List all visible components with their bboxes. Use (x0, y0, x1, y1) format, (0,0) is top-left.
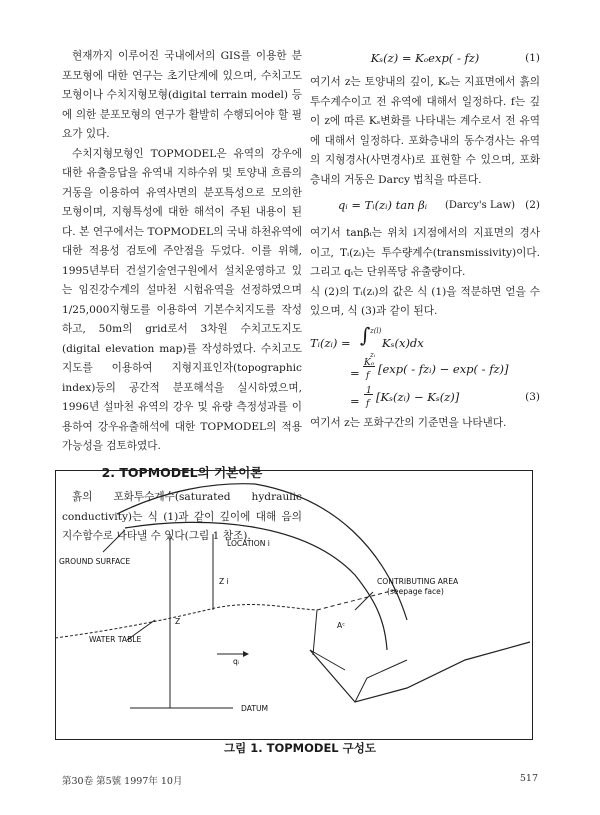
equation-1 (310, 49, 540, 73)
fraction-c-num: 1 (366, 385, 372, 396)
water-table-line (55, 605, 317, 638)
figure-topmodel-diagram (55, 470, 533, 740)
integral-sign: ∫ (360, 322, 371, 347)
equation-3-number: (3) (525, 390, 540, 403)
integral-lower: zᵢ (370, 350, 376, 359)
channel-banks (310, 650, 407, 702)
contributing-area-edge (313, 610, 317, 655)
stream-channel (310, 642, 530, 702)
label-zi: Z i (219, 577, 229, 586)
label-ground-surface: GROUND SURFACE (59, 557, 131, 566)
equation-2-number: (2) (525, 199, 540, 211)
label-location: LOCATION i (227, 539, 270, 548)
left-paragraph-3: 흙의 포화투수계수(saturated hydraulic conductivity)는 식 (1)과 같이 깊이에 대해 음의 지수함수로 나타낼 수 있다(그림 1 참조). (62, 491, 302, 542)
figure-caption: 그림 1. TOPMODEL 구성도 (224, 741, 376, 755)
right-paragraph-2: 여기서 tanβᵢ는 위치 i지점에서의 지표면의 경사이고, Tᵢ(zᵢ)는 투수량계수(transmissivity)이다. 그리고 qᵢ는 단위폭당 유출량이다. (310, 227, 540, 278)
page-number: 517 (519, 773, 538, 784)
equation-3a-lhs: Tᵢ(zᵢ) = (310, 335, 351, 350)
right-paragraph-3: 식 (2)의 Tᵢ(zᵢ)의 값은 식 (1)을 적분하면 얻을 수 있으며, 식 (3)과 같이 된다. (310, 285, 540, 317)
left-paragraph-2: 수치지형모형인 TOPMODEL은 유역의 강우에 대한 유출응답을 유역내 지하수위 및 토양내 흐름의 거동을 이용하여 유역사면의 분포특성으로 모의한 모형이며, 지형특성에 대한 해석이 주된 내용이 된다. 본 연구에서는 TOPMODEL의 국내 하천유역에 대한 적용성 검토에 주안점을 두었다. 이를 위해, 1995년부터 건설기술연구원에서 설치운영하고 있는 임진강수계의 설마천 시험유역을 선정하였으며 1/25,000지형도를 이용하여 기본수치지도를 작성하고, 50m의 grid로서 3차원 수치고도지도(digital elevation map)를 작성하였다. 수치고도지도를 이용하여 지형지표인자(topographic index)등의 공간적 분포해석을 실시하였으며, 1996년 설마천 유역의 강우 및 유량 측정성과를 이용하여 강우유출해석에 대한 TOPMODEL의 적용가능성을 검토하였다. (62, 147, 302, 452)
equation-1-number: (1) (525, 52, 540, 64)
footer-issue: 第30卷 第5號 1997年 10月 (62, 776, 183, 787)
left-paragraph-1: 현재까지 이루어진 국내에서의 GIS를 이용한 분포모형에 대한 연구는 초기단계에 있으며, 수치고도모형이나 수치지형모형(digital terrain model) 등에 의한 분포모형의 연구가 활발히 수행되어야 할 필요가 있다. (62, 50, 302, 140)
label-datum: DATUM (241, 704, 269, 713)
label-ac: Aᶜ (337, 621, 346, 630)
label-seepage-face: (seepage face) (387, 587, 444, 596)
fraction-b-num: Kₒ (364, 357, 375, 368)
right-column (310, 47, 540, 433)
equals-sign-b: = (350, 365, 360, 380)
slope-top-edge (117, 484, 255, 514)
qi-arrowhead (243, 651, 249, 657)
equation-3c-body: [Kₛ(zᵢ) − Kₛ(z)] (376, 389, 460, 404)
section-title: 2. TOPMODEL의 기본이론 (101, 464, 263, 480)
label-water-table: WATER TABLE (89, 635, 142, 644)
label-z: Z (175, 617, 181, 626)
right-paragraph-1: 여기서 z는 토양내의 깊이, Kₒ는 지표면에서 흙의 투수계수이고 전 유역에 대해서 일정하다. f는 깊이 z에 따른 Kₛ변화를 나타내는 계수로서 전 유역에 대해서 일정하다. 포화층내의 동수경사는 유역의 지형경사(사면경사)로 표현할 수 있으며, 포화층내의 거동은 Darcy 법칙을 따른다. (310, 76, 540, 186)
label-qi: qᵢ (233, 657, 240, 666)
integral-upper: z(l) (370, 326, 382, 335)
slope-outer-curve (255, 484, 407, 620)
equation-3a-body: Kₛ(x)dx (382, 335, 424, 350)
equation-3b-body: [exp( - fzᵢ) − exp( - fz)] (378, 361, 509, 376)
right-paragraph-4: 여기서 z는 포화구간의 기준면을 나타낸다. (310, 416, 507, 429)
equation-1-body: Kₛ(z) = Kₒexp( - fz) (370, 51, 480, 65)
figure-frame (56, 471, 533, 740)
equation-2-body: qᵢ = Tᵢ(zᵢ) tan βᵢ (338, 198, 428, 212)
equation-3 (310, 322, 540, 414)
contrib-pointer (355, 592, 373, 610)
equation-2-note: (Darcy's Law) (445, 200, 516, 211)
contributing-area-boundary (317, 590, 395, 610)
label-contributing-area: CONTRIBUTING AREA (377, 577, 459, 586)
fraction-c-den: f (366, 398, 370, 409)
equals-sign-c: = (350, 393, 360, 408)
fraction-b-den: f (366, 370, 370, 381)
ground-pointer (103, 530, 125, 552)
equation-2 (310, 196, 540, 220)
